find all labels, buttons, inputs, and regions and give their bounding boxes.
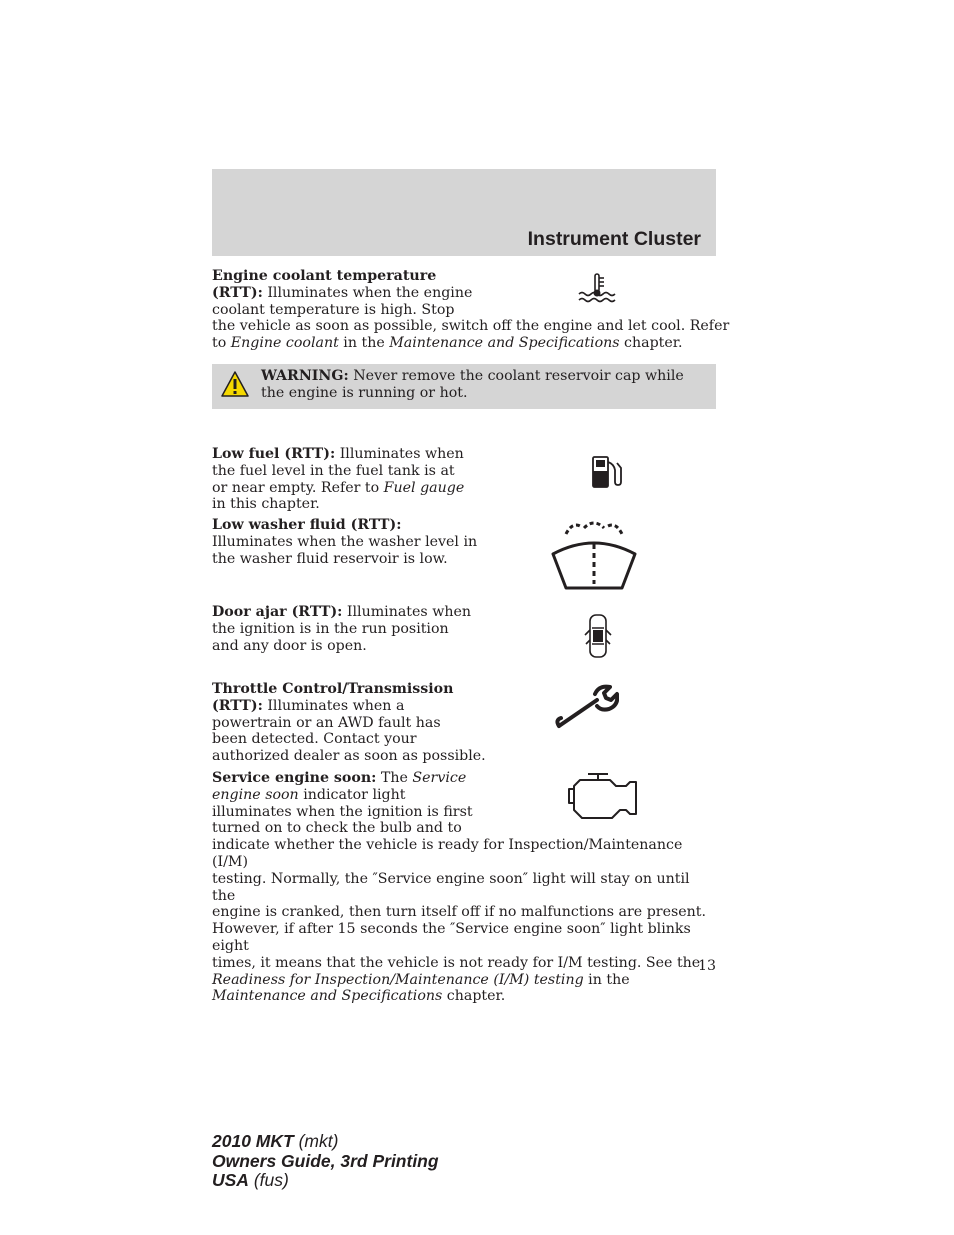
door-ajar-line2: the ignition is in the run position <box>212 620 449 637</box>
section-header <box>212 169 716 256</box>
service-line9: times, it means that the vehicle is not ready for I/M testing. See the <box>212 954 701 971</box>
door-ajar-line1: Illuminates when <box>342 604 472 620</box>
throttle-rtt: (RTT): <box>212 697 263 714</box>
document-footer <box>212 1132 439 1191</box>
throttle-paragraph <box>212 681 486 765</box>
throttle-line3: powertrain or an AWD fault has <box>212 714 441 731</box>
service-line4: turned on to check the bulb and to <box>212 820 462 837</box>
washer-paragraph <box>212 517 477 567</box>
service-line11: chapter. <box>442 988 506 1005</box>
service-line6: testing. Normally, the ″Service engine soon″ light will stay on until the <box>212 870 690 904</box>
service-ref-readiness: Readiness for Inspection/Maintenance (I/M) testing <box>212 971 584 988</box>
coolant-temperature-icon <box>576 272 620 306</box>
warning-text <box>261 368 706 402</box>
service-line1-pre: The <box>376 770 413 786</box>
service-line10: in the <box>583 971 630 988</box>
warning-label: WARNING: <box>261 368 349 384</box>
fuel-pump-icon <box>590 454 624 490</box>
low-fuel-line1: Illuminates when <box>335 446 464 462</box>
coolant-ref-maintenance: Maintenance and Specifications <box>389 335 620 352</box>
footer-model-code: (mkt) <box>293 1131 339 1151</box>
coolant-line4-mid: in the <box>338 335 390 352</box>
washer-fluid-icon <box>550 518 638 592</box>
service-line5: indicate whether the vehicle is ready for Inspection/Maintenance (I/M) <box>212 837 683 870</box>
service-line8: However, if after 15 seconds the ″Service engine soon″ light blinks eight <box>212 921 691 954</box>
coolant-ref-engine-coolant: Engine coolant <box>230 335 339 352</box>
throttle-line5: authorized dealer as soon as possible. <box>212 748 486 765</box>
warning-box <box>212 364 716 409</box>
low-fuel-line4: in this chapter. <box>212 496 320 513</box>
coolant-paragraph <box>212 268 729 352</box>
throttle-heading: Throttle Control/Transmission <box>212 681 454 697</box>
washer-line3: the washer fluid reservoir is low. <box>212 550 448 567</box>
door-ajar-paragraph <box>212 604 471 654</box>
coolant-line2: coolant temperature is high. Stop <box>212 301 455 318</box>
service-line7: engine is cranked, then turn itself off if no malfunctions are present. <box>212 904 706 921</box>
door-ajar-heading: Door ajar (RTT): <box>212 604 343 620</box>
footer-market: USA <box>212 1170 249 1190</box>
wrench-icon <box>553 684 619 732</box>
coolant-rtt: (RTT): <box>212 284 263 301</box>
coolant-line4-pre: to <box>212 335 231 352</box>
footer-market-code: (fus) <box>248 1170 289 1190</box>
low-fuel-line3: or near empty. Refer to <box>212 479 384 496</box>
low-fuel-ref-fuel-gauge: Fuel gauge <box>383 479 465 496</box>
throttle-line4: been detected. Contact your <box>212 731 417 748</box>
warning-message: Never remove the coolant reservoir cap while the engine is running or hot. <box>261 368 684 401</box>
coolant-line3: the vehicle as soon as possible, switch off the engine and let cool. Refer <box>212 318 730 335</box>
check-engine-icon <box>566 771 640 821</box>
coolant-line4-post: chapter. <box>619 335 683 352</box>
service-line2: indicator light <box>298 786 406 803</box>
service-line3: illuminates when the ignition is first <box>212 803 473 820</box>
service-line2-italic: engine soon <box>212 786 299 803</box>
warning-triangle-icon <box>220 370 250 398</box>
section-title: Instrument Cluster <box>527 228 701 250</box>
washer-heading: Low washer fluid (RTT): <box>212 517 402 533</box>
door-ajar-icon <box>584 612 612 660</box>
footer-edition: Owners Guide, 3rd Printing <box>212 1150 439 1171</box>
low-fuel-paragraph <box>212 446 464 513</box>
footer-model: 2010 MKT <box>212 1131 294 1151</box>
door-ajar-line3: and any door is open. <box>212 637 367 654</box>
service-engine-heading: Service engine soon: <box>212 770 377 786</box>
coolant-line1: Illuminates when the engine <box>262 284 473 301</box>
washer-line2: Illuminates when the washer level in <box>212 533 478 550</box>
service-ref-maintenance: Maintenance and Specifications <box>212 988 443 1005</box>
coolant-heading: Engine coolant temperature <box>212 268 437 284</box>
page-number: 13 <box>697 958 716 974</box>
low-fuel-heading: Low fuel (RTT): <box>212 446 336 462</box>
throttle-line2: Illuminates when a <box>262 697 405 714</box>
service-line1-italic: Service <box>412 770 467 786</box>
low-fuel-line2: the fuel level in the fuel tank is at <box>212 462 455 479</box>
